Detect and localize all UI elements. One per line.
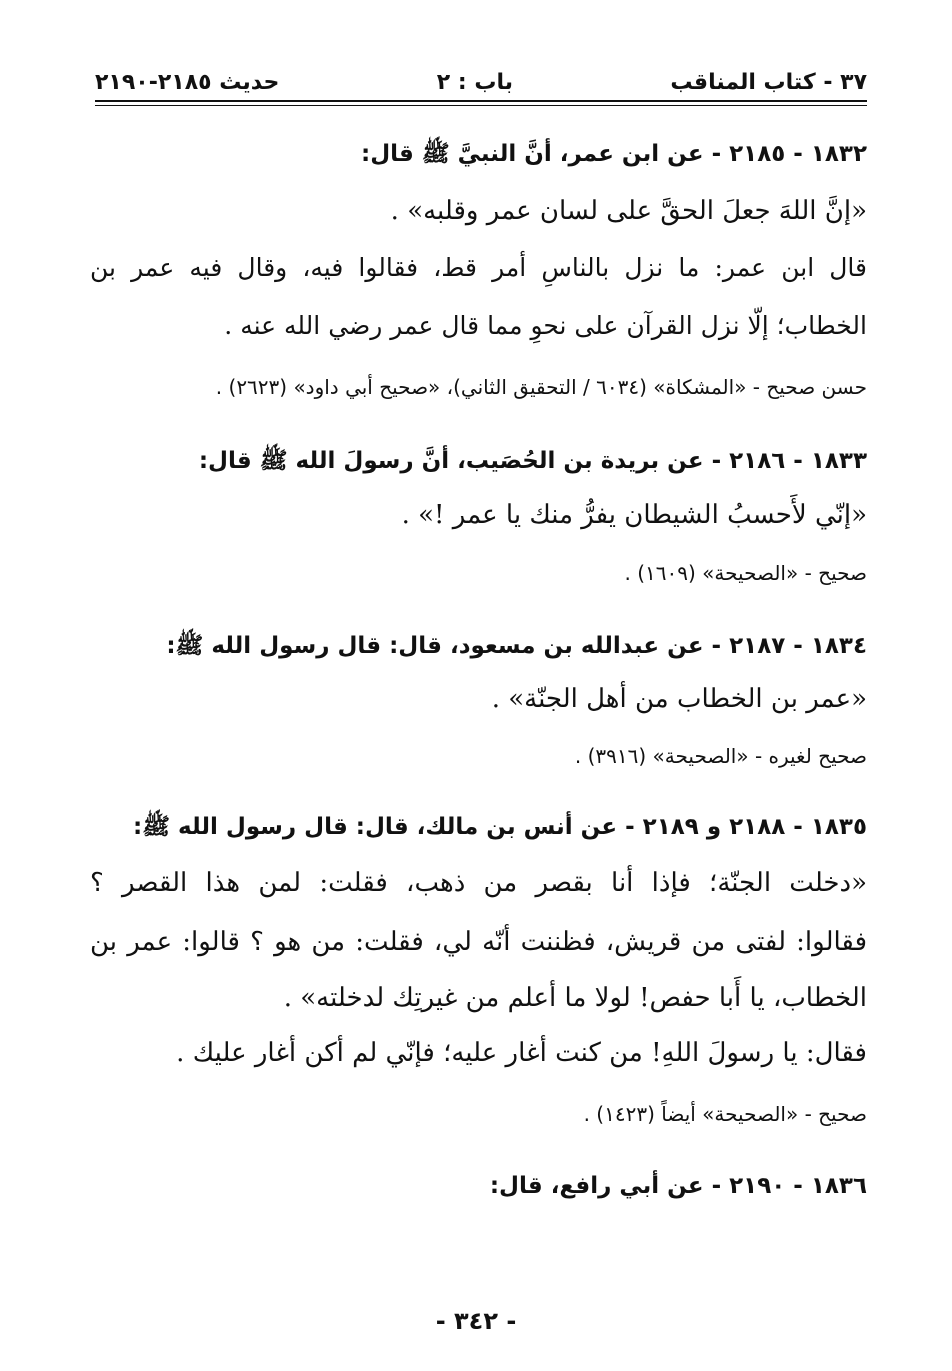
header-rule bbox=[95, 100, 867, 102]
hadith-range: حديث ٢١٨٥-٢١٩٠ bbox=[95, 70, 280, 95]
hadith-text-line: «إنّي لأَحسبُ الشيطان يفرُّ منك يا عمر !» . bbox=[401, 500, 867, 530]
hadith-text-line: «عمر بن الخطاب من أهل الجنّة» . bbox=[491, 684, 867, 714]
hadith-text-line: فقالوا: لفتى من قريش، فظننت أنّه لي، فقلت: من هو ؟ قالوا: عمر بن bbox=[90, 927, 867, 957]
commentary-line: قال ابن عمر: ما نزل بالناسِ أمر قط، فقالوا فيه، وقال فيه عمر بن bbox=[90, 253, 867, 282]
section-title: باب : ٢ bbox=[436, 70, 513, 95]
hadith-grade: صحيح - «الصحيحة» أيضاً (١٤٢٣) . bbox=[583, 1102, 867, 1126]
running-header bbox=[95, 55, 867, 95]
hadith-text-line: الخطاب، يا أَبا حفص! لولا ما أعلم من غيرتِك لدخلته» . bbox=[283, 983, 867, 1013]
hadith-text-line: فقال: يا رسولَ اللهِ! من كنت أغار عليه؛ فإنّي لم أكن أغار عليك . bbox=[176, 1038, 867, 1068]
hadith-heading: ١٨٣٢ - ٢١٨٥ - عن ابن عمر، أنَّ النبيَّ ﷺ قال: bbox=[361, 141, 867, 167]
hadith-grade: صحيح لغيره - «الصحيحة» (٣٩١٦) . bbox=[574, 744, 867, 768]
hadith-heading: ١٨٣٥ - ٢١٨٨ و ٢١٨٩ - عن أنس بن مالك، قال: قال رسول الله ﷺ: bbox=[133, 814, 867, 840]
chapter-title: ٣٧ - كتاب المناقب bbox=[670, 70, 867, 95]
hadith-heading: ١٨٣٣ - ٢١٨٦ - عن بريدة بن الحُصَيب، أنَّ رسولَ الله ﷺ قال: bbox=[198, 448, 867, 474]
hadith-grade: حسن صحيح - «المشكاة» (٦٠٣٤ / التحقيق الثاني)، «صحيح أبي داود» (٢٦٢٣) . bbox=[215, 375, 867, 399]
hadith-heading: ١٨٣٤ - ٢١٨٧ - عن عبدالله بن مسعود، قال: قال رسول الله ﷺ: bbox=[166, 633, 867, 659]
page-number: - ٣٤٢ - bbox=[435, 1307, 517, 1335]
header-rule-thin bbox=[95, 105, 867, 106]
commentary-line: الخطاب؛ إلّا نزل القرآن على نحوِ مما قال عمر رضي الله عنه . bbox=[224, 311, 867, 340]
hadith-text-line: «إنَّ اللهَ جعلَ الحقَّ على لسان عمر وقلبه» . bbox=[390, 196, 867, 226]
hadith-text-line: «دخلت الجنّة؛ فإذا أنا بقصر من ذهب، فقلت: لمن هذا القصر ؟ bbox=[90, 868, 867, 898]
hadith-heading: ١٨٣٦ - ٢١٩٠ - عن أبي رافع، قال: bbox=[489, 1173, 867, 1199]
hadith-grade: صحيح - «الصحيحة» (١٦٠٩) . bbox=[624, 561, 867, 585]
